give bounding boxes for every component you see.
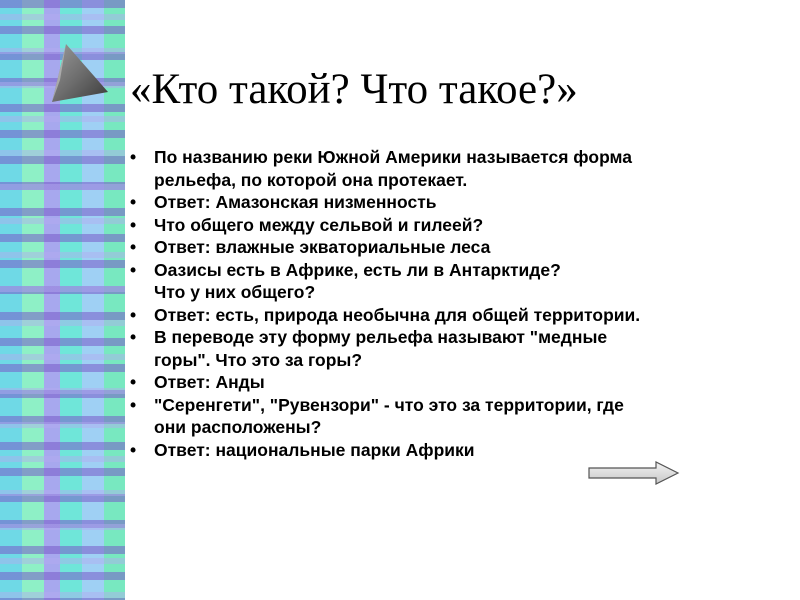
list-item-text: Оазисы есть в Африке, есть ли в Антарктиде? — [154, 259, 561, 280]
next-arrow-icon[interactable] — [588, 461, 680, 485]
list-item-text: Ответ: Амазонская низменность — [154, 192, 437, 212]
list-item-text: Ответ: Анды — [154, 372, 265, 392]
list-item-text: В переводе эту форму рельефа называют "медные — [154, 327, 608, 347]
list-item-text: Ответ: национальные парки Африки — [154, 439, 475, 460]
bullet-dot: • — [130, 214, 137, 235]
list-item-text: горы". Что это за горы? — [154, 349, 363, 370]
list-item — [130, 191, 790, 214]
list-item — [130, 214, 790, 237]
list-item — [130, 371, 790, 394]
list-item-text: Ответ: влажные экваториальные леса — [154, 237, 491, 257]
bullet-dot: • — [130, 327, 137, 347]
list-item — [130, 326, 790, 371]
list-item-text: "Серенгети", "Рувензори" - что это за территории, где — [154, 394, 624, 415]
list-item-text: По названию реки Южной Америки называется форма — [154, 147, 632, 167]
bullet-dot: • — [130, 304, 137, 325]
bullet-dot: • — [130, 237, 137, 257]
list-item — [130, 304, 790, 327]
list-item — [130, 146, 790, 191]
list-item — [130, 236, 790, 259]
list-item — [130, 394, 790, 439]
bullet-dot: • — [130, 147, 137, 167]
list-item — [130, 259, 790, 304]
bullet-list — [130, 146, 790, 461]
list-item-text: Что общего между сельвой и гилеей? — [154, 214, 484, 235]
bullet-dot: • — [130, 259, 137, 280]
bullet-dot: • — [130, 439, 137, 460]
list-item-text: рельефа, по которой она протекает. — [154, 169, 468, 190]
play-triangle-icon — [46, 40, 112, 106]
list-item-text: они расположены? — [154, 417, 322, 437]
bullet-dot: • — [130, 192, 137, 212]
list-item-text: Ответ: есть, природа необычна для общей территории. — [154, 304, 641, 325]
page-title: «Кто такой? Что такое?» — [130, 66, 578, 113]
list-item — [130, 439, 790, 462]
bullet-dot: • — [130, 394, 137, 415]
list-item-text: Что у них общего? — [154, 282, 316, 302]
bullet-dot: • — [130, 372, 137, 392]
